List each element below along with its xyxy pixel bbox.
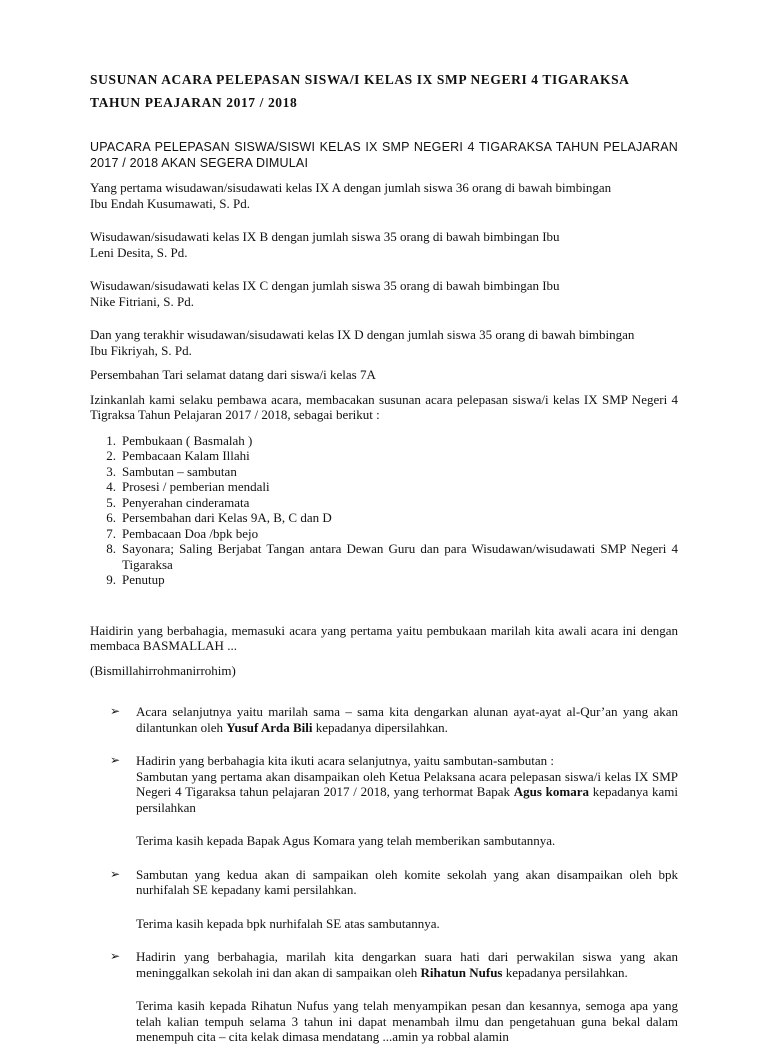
- agenda-item: 5. Penyerahan cinderamata: [106, 494, 250, 510]
- agenda-item: 9. Penutup: [106, 572, 165, 587]
- document-title: SUSUNAN ACARA PELEPASAN SISWA/I KELAS IX SMP NEGERI 4 TIGARAKSA: [90, 72, 630, 87]
- bullet-quran: ➢ Acara selanjutnya yaitu marilah sama – sama kita dengarkan alunan ayat-ayat al-Qur’an yang akan dilantunkan oleh Yusuf Arda Bili kepadanya dipersilahkan.: [110, 704, 678, 735]
- agenda-item: 2. Pembacaan Kalam Illahi: [106, 448, 250, 463]
- speaker-name: Agus komara: [513, 784, 589, 799]
- class-item: Dan yang terakhir wisudawan/sisudawati kelas IX D dengan jumlah siswa 35 orang di bawah bimbingan Ibu Fikriyah, S. Pd.: [90, 327, 635, 358]
- thanks-nurhifalah: Terima kasih kepada bpk nurhifalah SE atas sambutannya.: [136, 915, 440, 931]
- thanks-rihatun: Terima kasih kepada Rihatun Nufus yang telah menyampikan pesan dan kesannya, semoga apa yang telah kalian tempuh selama 3 tahun ini dapat menambah ilmu dan pengetahuan guna bekal dalam menempuh cita – cita kelak dimasa mendatang ...amin ya robbal alamin: [136, 998, 678, 1044]
- document-subtitle: TAHUN PEAJARAN 2017 / 2018: [90, 95, 298, 110]
- agenda-item: 3. Sambutan – sambutan: [106, 463, 237, 479]
- agenda-item: 8. Sayonara; Saling Berjabat Tangan antara Dewan Guru dan para Wisudawan/wisudawati SMP Negeri 4 Tigaraksa: [106, 541, 678, 572]
- class-item: Wisudawan/sisudawati kelas IX B dengan jumlah siswa 35 orang di bawah bimbingan Ibu Leni Desita, S. Pd.: [90, 229, 560, 260]
- hadirin-opening: Haidirin yang berbahagia, memasuki acara yang pertama yaitu pembukaan marilah kita awali acara ini dengan membaca BASMALLAH ...: [90, 622, 678, 653]
- tari-paragraph: Persembahan Tari selamat datang dari siswa/i kelas 7A: [90, 367, 376, 382]
- bismillah-text: (Bismillahirrohmanirrohim): [90, 662, 236, 678]
- bullet-sambutan: ➢ Hadirin yang berbahagia kita ikuti acara selanjutnya, yaitu sambutan-sambutan : Sambutan yang pertama akan disampaikan oleh Ketua Pelaksana acara pelepasan siswa/i kelas IX SMP Negeri 4 Tigaraksa tahun pelajaran 2017 / 2018, yang terhormat Bapak Agus komara kepadanya kami persilahkan: [110, 753, 678, 815]
- bullet-siswa: ➢ Hadirin yang berbahagia, marilah kita dengarkan suara hati dari perwakilan siswa yang akan meninggalkan sekolah ini dan akan di sampaikan oleh Rihatun Nufus kepadanya persilahkan.: [110, 949, 678, 980]
- arrow-bullet-icon: ➢: [110, 753, 121, 767]
- arrow-bullet-icon: ➢: [110, 949, 121, 963]
- agenda-item: 1. Pembukaan ( Basmalah ): [106, 432, 253, 448]
- izinkan-paragraph: Izinkanlah kami selaku pembawa acara, membacakan susunan acara pelepasan siswa/i kelas IX SMP Negeri 4 Tigraksa Tahun Pelajaran 2017 / 2018, sebagai berikut :: [90, 391, 678, 422]
- class-item: Wisudawan/sisudawati kelas IX C dengan jumlah siswa 35 orang di bawah bimbingan Ibu Nike Fitriani, S. Pd.: [90, 278, 560, 309]
- agenda-item: 4. Prosesi / pemberian mendali: [106, 479, 270, 494]
- agenda-list: [90, 433, 678, 588]
- arrow-bullet-icon: ➢: [110, 866, 121, 881]
- agenda-item: 7. Pembacaan Doa /bpk bejo: [106, 525, 259, 541]
- thanks-agus: Terima kasih kepada Bapak Agus Komara yang telah memberikan sambutannya.: [136, 833, 556, 848]
- document-body: [90, 140, 678, 1045]
- arrow-bullet-icon: ➢: [110, 704, 121, 718]
- student-name: Rihatun Nufus: [420, 964, 503, 980]
- class-item: Yang pertama wisudawan/sisudawati kelas IX A dengan jumlah siswa 36 orang di bawah bimbingan Ibu Endah Kusumawati, S. Pd.: [90, 180, 612, 211]
- bullet-komite: ➢ Sambutan yang kedua akan di sampaikan oleh komite sekolah yang akan disampaikan oleh bpk nurhifalah SE kepadany kami persilahkan.: [110, 866, 678, 897]
- reciter-name: Yusuf Arda Bili: [226, 719, 313, 735]
- opening-announcement: UPACARA PELEPASAN SISWA/SISWI KELAS IX SMP NEGERI 4 TIGARAKSA TAHUN PELAJARAN 2017 / 2018 AKAN SEGERA DIMULAI: [90, 140, 678, 170]
- class-list: [90, 180, 678, 358]
- agenda-item: 6. Persembahan dari Kelas 9A, B, C dan D: [106, 510, 332, 525]
